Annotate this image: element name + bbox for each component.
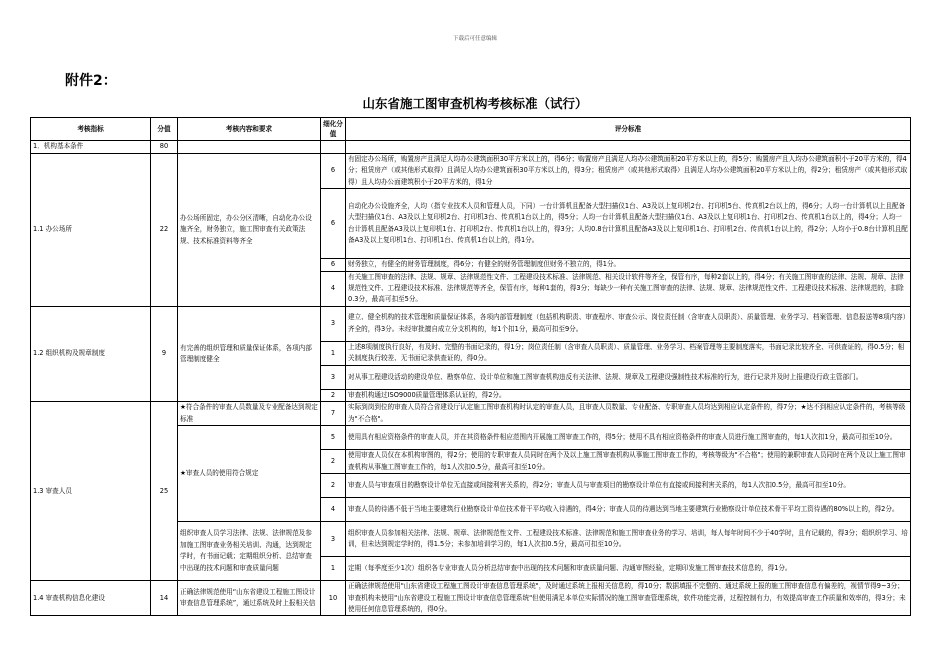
- category-score: 80: [151, 141, 178, 154]
- sub-score: 4: [321, 498, 346, 522]
- category-row: [31, 141, 911, 154]
- sub-score: 3: [321, 522, 346, 557]
- sub-score: 2: [321, 474, 346, 498]
- sub-score: 7: [321, 402, 346, 426]
- table-row: [31, 402, 911, 426]
- header-content: 考核内容和要求: [178, 118, 321, 141]
- assessment-table: [30, 117, 911, 616]
- criteria-text: 对从事工程建设活动的建设单位、勘察单位、设计单位和施工图审查机构违反有关法律、法规、规章及工程建设强制性技术标准的行为，进行记录并及时上报建设行政主管部门。: [346, 365, 911, 389]
- indicator-1-1: 1.1 办公场所: [31, 154, 151, 307]
- indicator-1-3: 1.3 审查人员: [31, 402, 151, 581]
- requirement-1-2: 有完善的组织管理和质量保证体系，各项内部管理制度健全: [178, 306, 321, 401]
- criteria-text: 定期（每季度至少1次）组织各专业审查人员分析总结审查中出现的技术问题和审查质量问题、沟通审图经验，定期印发施工图审查技术信息的，得1分。: [346, 557, 911, 581]
- score-1-3: 25: [151, 402, 178, 581]
- criteria-text: 上述8项制度执行良好，有及时、完整的书面记录的，得1分；岗位责任制（含审查人员职责）、质量管理、业务学习、档案管理等主要制度落实，书面记录比较齐全、可供查证的，得0.5分；相关制度执行较差、无书面记录供查证的，得0分。: [346, 341, 911, 365]
- requirement-1-3-staffing: ★符合条件的审查人员数量及专业配备达到规定标准: [178, 402, 321, 426]
- criteria-text: 审查人员与审查项目的勘察设计单位无直接或间接利害关系的，得2分；审查人员与审查项目的勘察设计单位有直接或间接利害关系的，每1人次扣0.5分，最高可扣至10分。: [346, 474, 911, 498]
- criteria-text: 有固定办公场所，购置房产且满足人均办公建筑面积30平方米以上的，得6分；购置房产且满足人均办公建筑面积20平方米以上的，得5分；购置房产且人均办公建筑面积小于20平方米的，得4分；租赁房产（或其他形式取得）且满足人均办公建筑面积30平方米以上的，得3分；租赁房产（或其他形式取得）且满足人均办公建筑面积20平方米以上的，得2分；租赁房产（或其他形式取得）且人均办公面建筑积小于20平方米的，得1分: [346, 154, 911, 189]
- criteria-text: 财务独立，有健全的财务管理制度，得6分；有健全的财务管理制度但财务不独立的，得1分。: [346, 259, 911, 271]
- requirement-1-4: 正确法律规范使用“山东省建设工程施工图设计审查信息管理系统”，通过系统及时上报相关信: [178, 581, 321, 616]
- sub-score: 3: [321, 306, 346, 341]
- score-1-2: 9: [151, 306, 178, 401]
- header-sub-score: 细化分值: [321, 118, 346, 141]
- requirement-1-3-usage: ★审查人员的使用符合规定: [178, 426, 321, 522]
- score-1-4: 14: [151, 581, 178, 616]
- criteria-text: 自动化办公设施齐全，人均（指专业技术人员和管理人员，下同）一台计算机且配备大型扫描仪1台、A3及以上复印机2台、打印机5台、传真机2台以上的，得6分；人均一台计算机以上且配备大型扫描仪1台、A3及以上复印机2台、打印机3台、传真机1台以上的，得5分；人均一台计算机且配备大型扫描仪1台、A3及以上复印机1台、打印机2台、传真机1台以上的，得4分；人均一台计算机且配备A3及以上复印机1台、打印机2台、传真机1台以上的，得3分；人均0.8台计算机且配备A3及以上复印机1台、打印机2台、传真机1台以上的，得2分；人均小于0.8台计算机且配备A3及以上复印机1台、打印机1台、传真机1台以上的，得1分。: [346, 189, 911, 259]
- requirement-1-3-training: 组织审查人员学习法律、法规、法律规范及参加施工图审查业务相关培训、沟通，达到规定学时，有书面记载；定期组织分析、总结审查中出现的技术问题和审查质量问题: [178, 522, 321, 581]
- sub-score: 2: [321, 450, 346, 474]
- indicator-1-2: 1.2 组织机构及规章制度: [31, 306, 151, 401]
- indicator-1-4: 1.4 审查机构信息化建设: [31, 581, 151, 616]
- header-criteria: 评分标准: [346, 118, 911, 141]
- sub-score: 10: [321, 581, 346, 616]
- header-score: 分值: [151, 118, 178, 141]
- sub-score: 6: [321, 259, 346, 271]
- criteria-text: 使用审查人员仅在本机构审图的，得2分；使用的专职审查人员同时在两个及以上施工图审查机构从事施工图审查工作的，考核等级为"不合格"；使用的兼职审查人员同时在两个及以上施工图审查机构从事施工图审查工作的，每1人次扣0.5分，最高可扣至10分。: [346, 450, 911, 474]
- score-1-1: 22: [151, 154, 178, 307]
- sub-score: 6: [321, 154, 346, 189]
- table-header-row: [31, 118, 911, 141]
- criteria-text: 建立、健全机构的技术管理和质量保证体系，各项内部管理制度（包括机构职责、审查程序、审查公示、岗位责任制（含审查人员职责）、质量管理、业务学习、档案管理、信息报送等8项内容）齐全的，得3分。未经审批擅自成立分支机构的，每1个扣1分，最高可扣至9分。: [346, 306, 911, 341]
- page-header-note: 下载后可任意编辑: [452, 36, 497, 42]
- sub-score: 2: [321, 389, 346, 401]
- sub-score: 5: [321, 426, 346, 450]
- sub-score: 1: [321, 557, 346, 581]
- sub-score: 6: [321, 189, 346, 259]
- criteria-text: 正确法律规范使用"山东省建设工程施工图设计审查信息管理系统"，及时通过系统上报相关信息的，得10分；数据填报不完整的、通过系统上报的施工图审查信息有偏差的，视情节得9~3分；审查机构未使用"山东省建设工程施工图设计审查信息管理系统"但使用满足本单位实际情况的施工图审查管理系统，软件功能完善，过程控制有力，有效提高审查工作质量和效率的，得3分；未使用任何信息管理系统的，得0分。: [346, 581, 911, 616]
- table-row: [31, 306, 911, 341]
- category-name: 1．机构基本条件: [31, 141, 151, 154]
- table-row: [31, 581, 911, 616]
- sub-score: 1: [321, 341, 346, 365]
- document-title: 山东省施工图审查机构考核标准（试行）: [362, 96, 588, 111]
- criteria-text: 有关施工图审查的法律、法规、规章、法律规范性文件、工程建设技术标准、法律规范、相关设计软件等齐全，保管有序，每种2套以上的，得4分；有关施工图审查的法律、法规、规章、法律规范性文件、工程建设技术标准、法律规范等齐全，保管有序，每种1套的，得3分；每缺少一种有关施工图审查的法律、法规、规章、法律规范性文件、工程建设技术标准、法律规范的，扣除0.3分，最高可扣至5分。: [346, 271, 911, 306]
- sub-score: 3: [321, 365, 346, 389]
- header-indicator: 考核指标: [31, 118, 151, 141]
- attachment-label: 附件2：: [65, 73, 117, 89]
- criteria-text: 审查机构通过ISO9000质量管理体系认证的，得2分。: [346, 389, 911, 401]
- table-row: [31, 154, 911, 189]
- criteria-text: 实际到岗到位的审查人员符合省建设厅认定施工图审查机构时认定的审查人员，且审查人员数量、专业配备、专职审查人员均达到相应认定条件的，得7分；★达不到相应认定条件的，考核等级为"不合格"。: [346, 402, 911, 426]
- requirement-1-1: 办公场所固定，办公分区清晰，自动化办公设施齐全，财务独立，施工图审查有关政策法规、技术标准资料等齐全: [178, 154, 321, 307]
- sub-score: 4: [321, 271, 346, 306]
- criteria-text: 审查人员的待遇不低于当地主要建筑行业勘察设计单位技术骨干平均收入待遇的，得4分；审查人员的待遇达到当地主要建筑行业勘察设计单位技术骨干平均工资待遇的80%以上的，得2分。: [346, 498, 911, 522]
- criteria-text: 使用具有相应资格条件的审查人员，并在其资格条件相应范围内开展施工图审查工作的，得5分；使用不具有相应资格条件的审查人员进行施工图审查的，每1人次扣1分，最高可扣至10分。: [346, 426, 911, 450]
- criteria-text: 组织审查人员参加相关法律、法规、规章、法律规范性文件、工程建设技术标准、法律规范和施工图审查业务的学习、培训，每人每年时间不少于40学时，且有记载的，得3分；组织织学习、培训，但未达到规定学时的，得1.5分；未参加培训学习的，每1人次扣0.5分，最高可扣至10分。: [346, 522, 911, 557]
